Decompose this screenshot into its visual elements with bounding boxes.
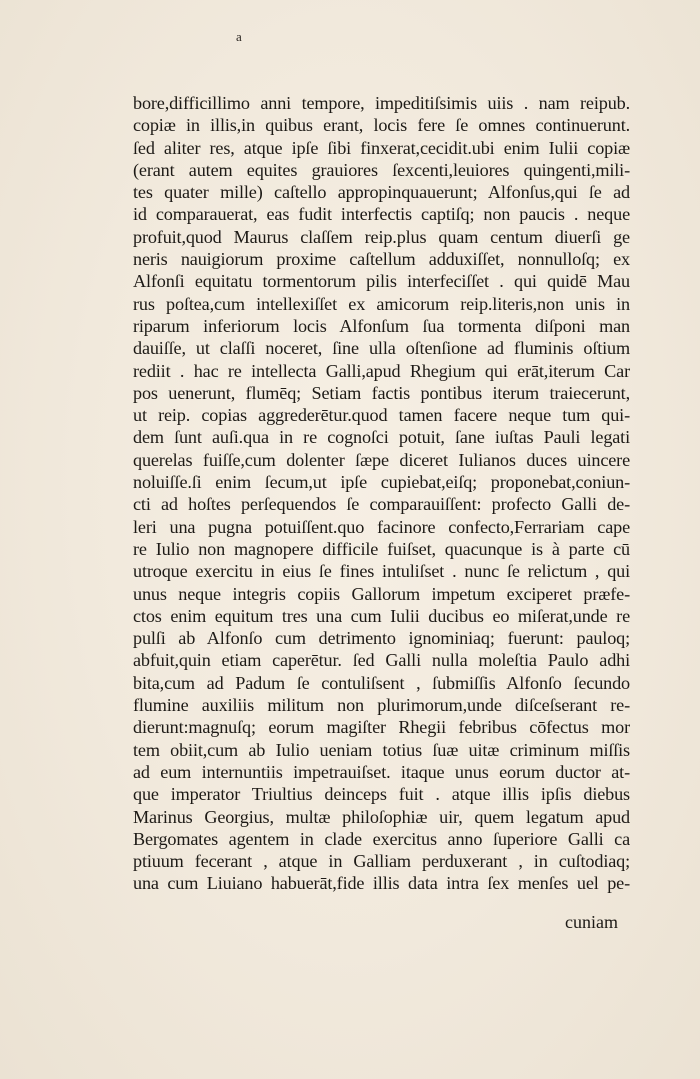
text-line: rus poſtea,cum intellexiſſet ex amicorum reip.literis,non unis in xyxy=(133,293,630,314)
text-line: riparum inferiorum locis Alfonſum ſua tormenta diſponi man xyxy=(133,315,630,336)
text-line: que imperator Triultius deinceps fuit . atque illis ipſis diebus xyxy=(133,784,630,805)
text-line: Marinus Georgius, multæ philoſophiæ uir, quem legatum apud xyxy=(133,806,630,827)
text-line: id comparauerat, eas fudit interfectis captiſq; non paucis . neque xyxy=(133,204,630,225)
text-line: (erant autem equites grauiores ſexcenti,leuiores quingenti,mili- xyxy=(133,159,630,180)
text-line: una cum Liuiano habuerāt,fide illis data intra ſex menſes uel pe- xyxy=(133,873,630,894)
text-line: bore,difficillimo anni tempore, impeditiſsimis uiis . nam reipub. xyxy=(133,93,630,113)
text-line: dem ſunt auſi.qua in re cognoſci potuit, ſane iuſtas Pauli legati xyxy=(133,427,630,448)
text-line: ptiuum fecerant , atque in Galliam perduxerant , in cuſtodiaq; xyxy=(133,851,630,872)
text-line: neris nauigiorum proxime caſtellum adduxiſſet, nonnulloſq; ex xyxy=(133,249,630,270)
text-line: dierunt:magnuſq; eorum magiſter Rhegii febribus cōfectus mor xyxy=(133,717,630,738)
text-line: utroque exercitu in eius ſe fines intuliſset . nunc ſe relictum , qui xyxy=(133,561,630,582)
text-line: re Iulio non magnopere difficile fuiſset, quacunque is à parte cū xyxy=(133,538,630,559)
text-line: dauiſſe, ut claſſi noceret, ſine ulla oſtenſione ad fluminis oſtium xyxy=(133,338,630,359)
text-line: leri una pugna potuiſſent.quo facinore confecto,Ferrariam cape xyxy=(133,516,630,537)
text-line: tes quater mille) caſtello appropinquauerunt; Alfonſus,qui ſe ad xyxy=(133,182,630,203)
text-line: bita,cum ad Padum ſe contuliſsent , ſubmiſſis Alfonſo ſecundo xyxy=(133,672,630,693)
text-line: abfuit,quin etiam caperētur. ſed Galli nulla moleſtia Paulo adhi xyxy=(133,650,630,671)
text-line: ad eum internuntiis impetrauiſset. itaque unus eorum ductor at- xyxy=(133,761,630,782)
text-line: Bergomates agentem in clade exercitus anno ſuperiore Galli ca xyxy=(133,828,630,849)
text-line: querelas fuiſſe,cum dolenter ſæpe diceret Iulianos duces uincere xyxy=(133,449,630,470)
text-line: ut reip. copias aggrederētur.quod tamen facere neque tum qui- xyxy=(133,405,630,426)
text-line: cti ad hoſtes perſequendos ſe comparauiſſent: profecto Galli de- xyxy=(133,494,630,515)
text-line: tem obiit,cum ab Iulio ueniam totius ſuæ uitæ criminum miſſis xyxy=(133,739,630,760)
body-text xyxy=(133,92,633,895)
text-line: unus neque integris copiis Gallorum impetum exciperet præfe- xyxy=(133,583,630,604)
text-line: ctos enim equitum tres una cum Iulii ducibus eo miſerat,unde re xyxy=(133,605,630,626)
catchword: cuniam xyxy=(565,912,618,932)
text-line: Alfonſi equitatu tormentorum pilis interfeciſſet . qui quidē Mau xyxy=(133,271,630,292)
text-line: flumine auxiliis militum non plurimorum,unde diſceſserant re- xyxy=(133,695,630,716)
text-line: pulſi ab Alfonſo cum detrimento ignominiaq; fuerunt: pauloq; xyxy=(133,628,630,649)
text-line: noluiſſe.ſi enim ſecum,ut ipſe cupiebat,eiſq; proponebat,coniun- xyxy=(133,472,630,493)
text-line: profuit,quod Maurus claſſem reip.plus quam centum diuerſi ge xyxy=(133,226,630,247)
text-line: copiæ in illis,in quibus erant, locis fere ſe omnes continuerunt. xyxy=(133,115,630,136)
text-line: pos uenerunt, flumēq; Setiam factis pontibus iterum traiecerunt, xyxy=(133,382,630,403)
text-line: ſed aliter res, atque ipſe ſibi finxerat,cecidit.ubi enim Iulii copiæ xyxy=(133,137,630,158)
signature-mark: a xyxy=(236,29,242,44)
text-line: rediit . hac re intellecta Galli,apud Rhegium qui erāt,iterum Car xyxy=(133,360,630,381)
